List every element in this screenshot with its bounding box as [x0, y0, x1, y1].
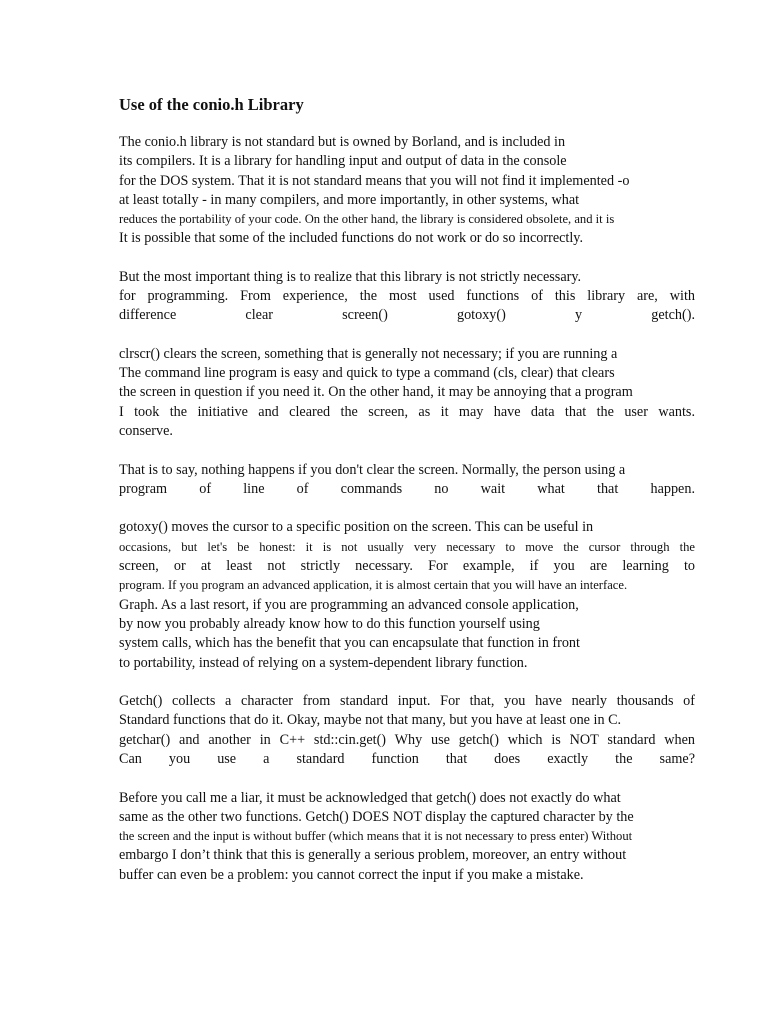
text-line: to portability, instead of relying on a system-dependent library function. [119, 655, 528, 671]
text-line: difference clear screen() gotoxy() y getch(). [119, 307, 695, 323]
text-line: the screen in question if you need it. On the other hand, it may be annoying that a program [119, 384, 633, 400]
text-line: But the most important thing is to realize that this library is not strictly necessary. [119, 269, 582, 285]
text-line: The conio.h library is not standard but is owned by Borland, and is included in [119, 134, 566, 150]
text-line: at least totally - in many compilers, and more importantly, in other systems, what [119, 192, 580, 208]
text-line: system calls, which has the benefit that you can encapsulate that function in front [119, 635, 580, 651]
text-line: Getch() collects a character from standard input. For that, you have nearly thousands of [119, 693, 695, 709]
text-line: Before you call me a liar, it must be acknowledged that getch() does not exactly do what [119, 790, 621, 806]
text-line: That is to say, nothing happens if you don't clear the screen. Normally, the person using a [119, 462, 626, 478]
text-line: for the DOS system. That it is not standard means that you will not find it implemented -o [119, 173, 630, 189]
text-line: program. If you program an advanced application, it is almost certain that you will have an interface. [119, 578, 628, 592]
text-line: embargo I don’t think that this is generally a serious problem, moreover, an entry without [119, 847, 627, 863]
text-line: buffer can even be a problem: you cannot correct the input if you make a mistake. [119, 867, 584, 883]
text-line: the screen and the input is without buffer (which means that it is not necessary to press enter) Without [119, 829, 633, 843]
text-line: conserve. [119, 423, 173, 439]
text-line: for programming. From experience, the most used functions of this library are, with [119, 288, 695, 304]
text-line: occasions, but let's be honest: it is not usually very necessary to move the cursor through the [119, 540, 695, 554]
document-title: Use of the conio.h Library [119, 95, 304, 114]
text-line: Standard functions that do it. Okay, maybe not that many, but you have at least one in C. [119, 712, 622, 728]
text-line: clrscr() clears the screen, something that is generally not necessary; if you are running a [119, 346, 618, 362]
text-line: program of line of commands no wait what that happen. [119, 481, 695, 497]
text-line: Graph. As a last resort, if you are programming an advanced console application, [119, 597, 579, 613]
text-line: gotoxy() moves the cursor to a specific position on the screen. This can be useful in [119, 519, 594, 535]
text-line: getchar() and another in C++ std::cin.get() Why use getch() which is NOT standard when [119, 732, 695, 748]
text-line: same as the other two functions. Getch() DOES NOT display the captured character by the [119, 809, 634, 825]
text-line: its compilers. It is a library for handling input and output of data in the console [119, 153, 567, 169]
text-line: I took the initiative and cleared the screen, as it may have data that the user wants. [119, 404, 695, 420]
text-line: reduces the portability of your code. On the other hand, the library is considered obsolete, and it is [119, 212, 615, 226]
text-line: by now you probably already know how to do this function yourself using [119, 616, 540, 632]
text-line: It is possible that some of the included functions do not work or do so incorrectly. [119, 230, 584, 246]
text-line: The command line program is easy and quick to type a command (cls, clear) that clears [119, 365, 615, 381]
text-line: screen, or at least not strictly necessary. For example, if you are learning to [119, 558, 695, 574]
text-line: Can you use a standard function that does exactly the same? [119, 751, 695, 767]
